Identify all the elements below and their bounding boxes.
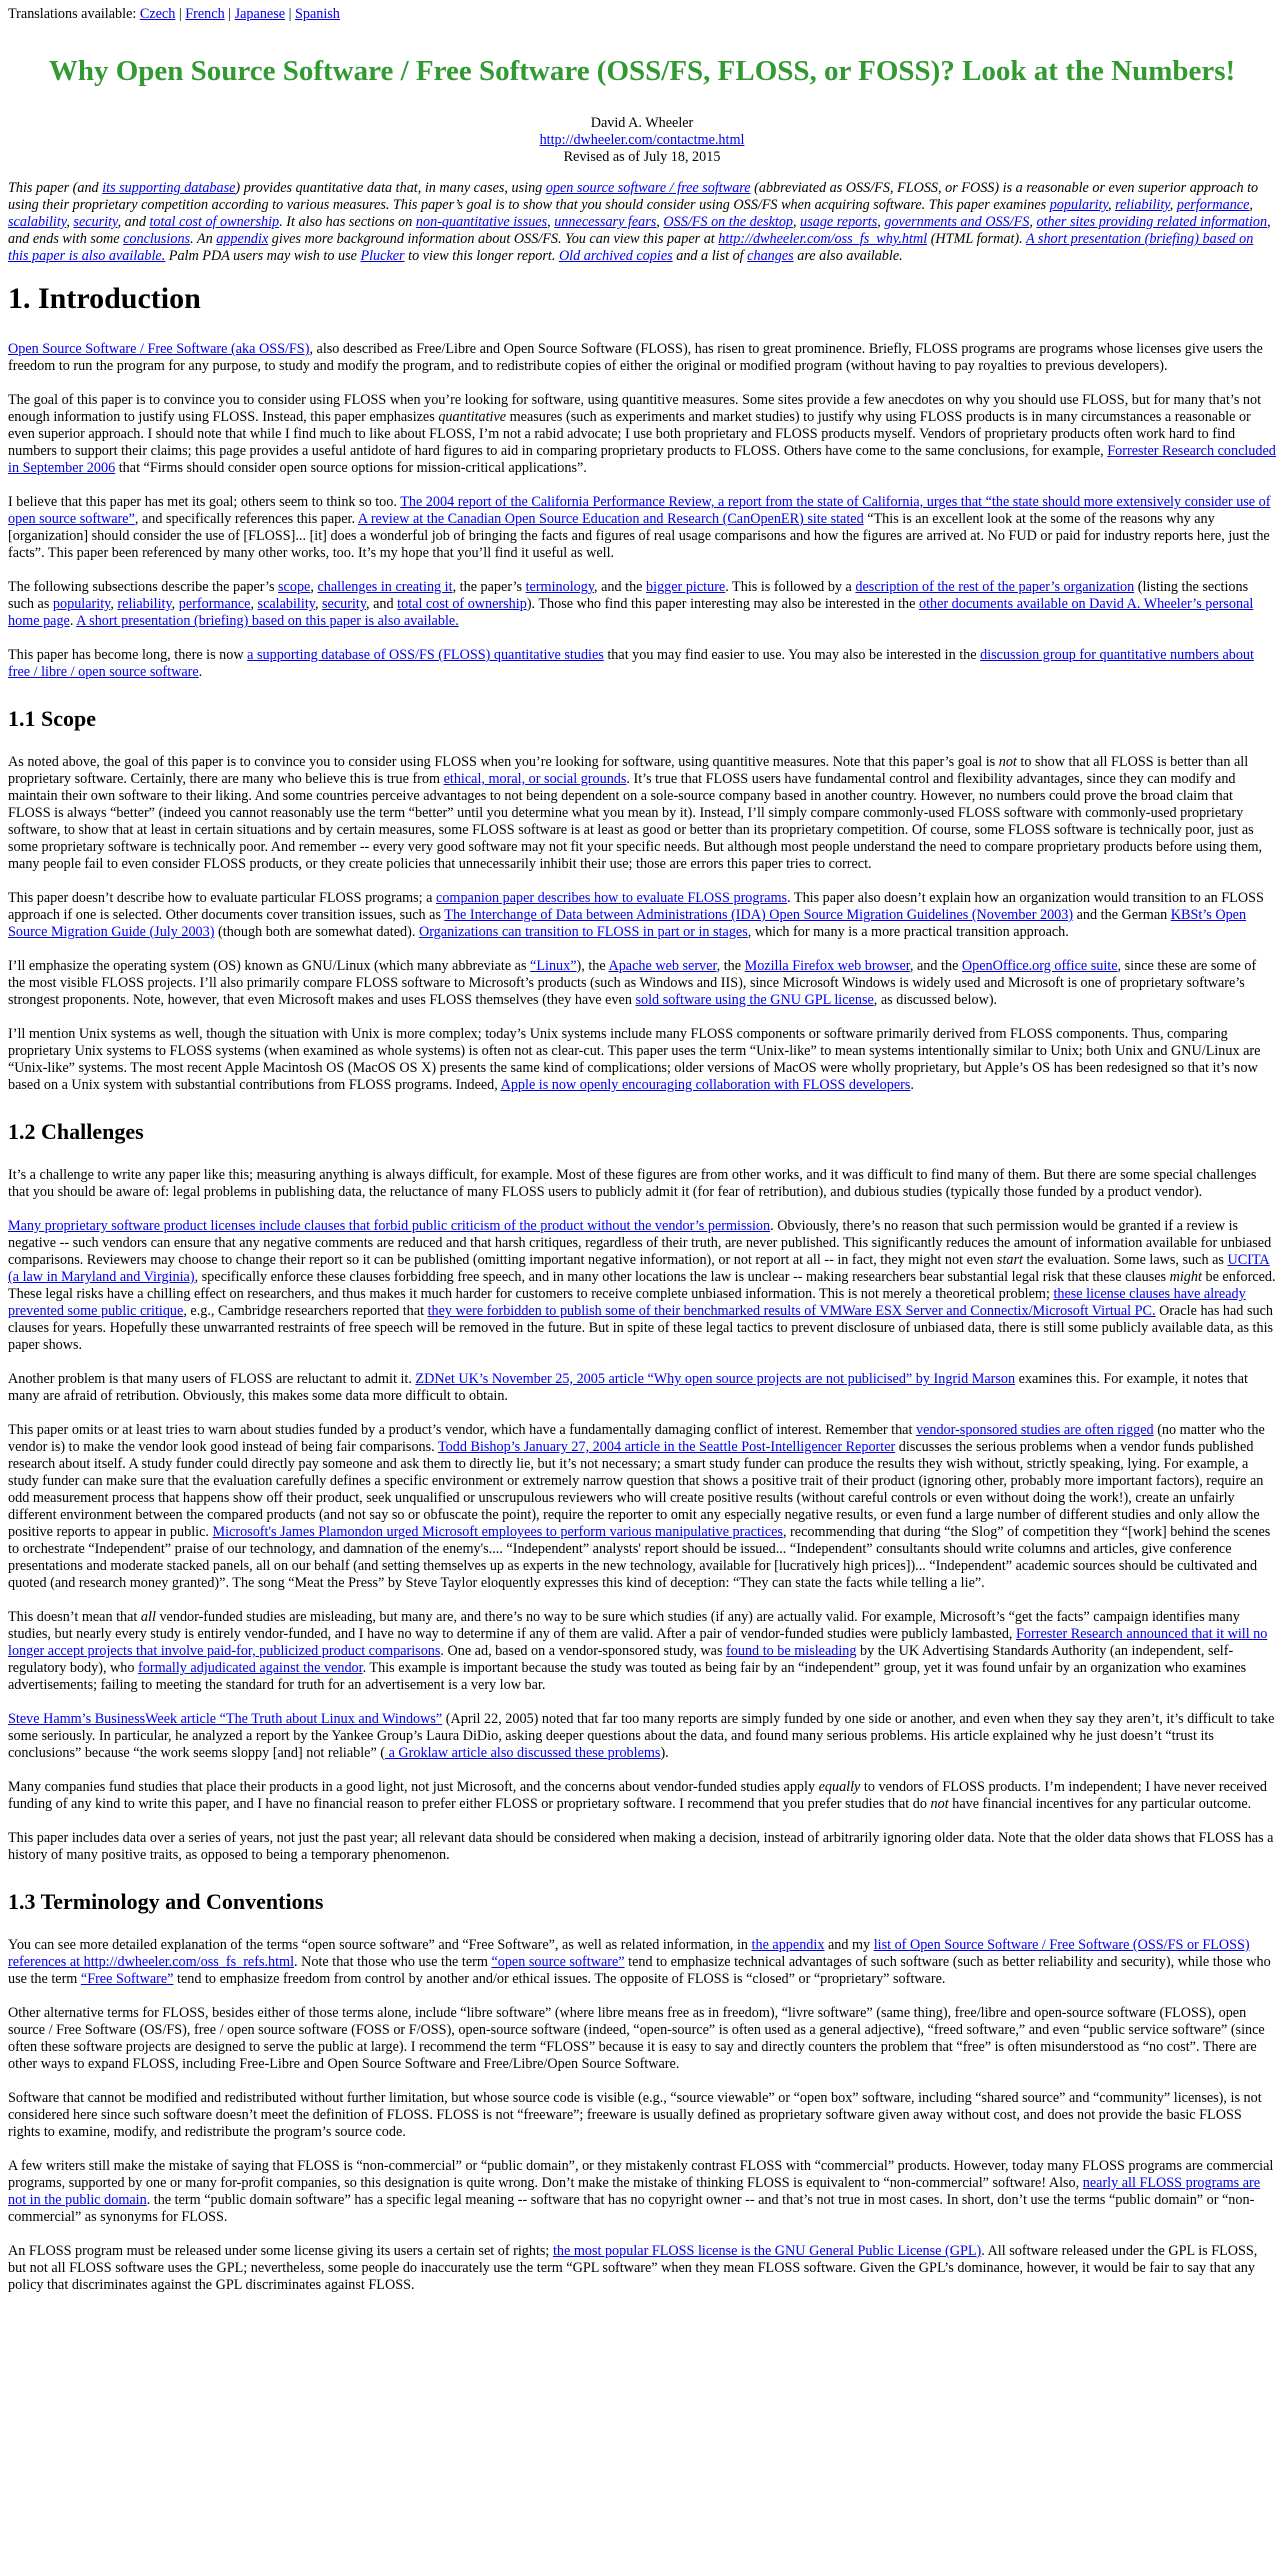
inline-link[interactable]: total cost of ownership xyxy=(149,214,280,230)
translations-prefix: Translations available: xyxy=(8,6,140,22)
inline-link[interactable]: bigger picture xyxy=(646,579,726,595)
emphasis-text: might xyxy=(1169,1269,1202,1285)
body-text: , xyxy=(1169,197,1177,213)
body-text: that “Firms should consider open source options for mission-critical applications”. xyxy=(115,460,587,476)
body-text: and my xyxy=(824,1937,874,1953)
body-text: , xyxy=(547,214,555,230)
emphasis-text: not xyxy=(998,754,1017,770)
body-text: ). xyxy=(660,1745,669,1761)
emphasis-text: all xyxy=(140,1609,156,1625)
inline-link[interactable]: “Free Software” xyxy=(80,1971,174,1987)
body-text: , and xyxy=(366,596,398,612)
inline-link[interactable]: Forrester Research announced that it will no longer accept projects that involve paid-for, publicized product comparisons xyxy=(8,1626,1268,1659)
body-text: , since these are some of the most visible FLOSS projects. I’ll also primarily compare FLOSS software to Microsoft’s products (such as Windows and IIS), since Microsoft Windows is widely used and Microsoft is one of proprietary software’s strongest proponents. Note, however, that even Microsoft makes and uses FLOSS themselves (they have even xyxy=(8,958,1257,1008)
inline-link[interactable]: OpenOffice.org office suite xyxy=(961,958,1118,974)
abstract xyxy=(8,180,1276,265)
inline-link[interactable]: the most popular FLOSS license is the GNU General Public License (GPL) xyxy=(552,2243,982,2259)
inline-link[interactable]: “open source software” xyxy=(491,1954,625,1970)
terminology-paragraph xyxy=(8,2090,1276,2141)
body-text: I believe that this paper has met its goal; others seem to think so too. xyxy=(8,494,401,510)
body-text: (April 22, 2005) noted that far too many reports are simply funded by one side or another, and even when they say they aren’t, it’s difficult to take some seriously. In particular, he analyzed a report by the Yankee Group’s Laura DiDio, asking deeper questions about the data, and found many serious problems. His article explained why he just doesn’t “trust its conclusions” because “the work seems sloppy [and] not reliable” ( xyxy=(8,1711,1275,1761)
challenges-paragraph xyxy=(8,1830,1276,1864)
body-text: (listing the sections such as xyxy=(8,579,1249,612)
body-text: This paper doesn’t describe how to evaluate particular FLOSS programs; a xyxy=(8,890,437,906)
body-text: Other alternative terms for FLOSS, besides either of those terms alone, include “libre software” (where libre means free as in freedom), “livre software” (same thing), free/libre and open-source software (FLOSS), open source / Free Software (OS/FS), free / open source software (FOSS or F/OSS), open-source software (indeed, “open-source” is often used as a general adjective), “freed software,” and even “public service software” (since often these software projects are designed to serve the public at large). I recommend the term “FLOSS” because it is easy to say and directly counters the problem that “free” is often misunderstood as “no cost”. There are other ways to expand FLOSS, including Free-Libre and Open Source Software and Free/Libre/Open Source Software. xyxy=(8,2005,1265,2072)
body-text: . Obviously, there’s no reason that such permission would be granted if a review is negative -- such vendors can ensure that any negative comments are reduced and that harsh critiques, regardless of their truth, are never published. This significantly reduces the amount of information available for unbiased comparisons. Reviewers may choose to change their report so it can be published (omitting important negative information), or not report at all -- in fact, they might not even xyxy=(8,1218,1272,1268)
body-text: This paper includes data over a series of years, not just the past year; all relevant data should be considered when making a decision, instead of arbitrarily ignoring older data. Note that the older data shows that FLOSS has a history of many positive traits, as opposed to being a temporary phenomenon. xyxy=(8,1830,1274,1863)
body-text: I’ll mention Unix systems as well, though the situation with Unix is more complex; today’s Unix systems include many FLOSS components or software primarily derived from FLOSS components. Thus, comparing proprietary Unix systems to FLOSS systems (when examined as whole systems) is often not as clear-cut. This paper uses the term “Unix-like” to mean systems intentionally similar to Unix; both Unix and GNU/Linux are “Unix-like” systems. The most recent Apple Macintosh OS (MacOS OS X) presents the same kind of complications; older versions of MacOS were wholly proprietary, but Apple’s OS has been redesigned so that it’s now based on a Unix system with substantial contributions from FLOSS programs. Indeed, xyxy=(8,1026,1261,1093)
inline-link[interactable]: unnecessary fears xyxy=(554,214,657,230)
inline-link[interactable]: Todd Bishop’s January 27, 2004 article in the Seattle Post-Intelligencer Reporter xyxy=(438,1439,896,1455)
emphasis-text: quantitative xyxy=(438,409,507,425)
body-text: , and ends with some xyxy=(8,214,1271,247)
body-text: . All software released under the GPL is FLOSS, but not all FLOSS software uses the GPL; nevertheless, some people do inaccurately use the term “GPL software” when they mean FLOSS software. Given the GPL’s dominance, however, it would be fair to say that any policy that discriminates against the GPL discriminates against FLOSS. xyxy=(8,2243,1258,2293)
inline-link[interactable]: reliability xyxy=(117,596,172,612)
intro-paragraph xyxy=(8,647,1276,681)
inline-link[interactable]: terminology xyxy=(525,579,595,595)
body-text: have financial incentives for any particular outcome. xyxy=(948,1796,1252,1812)
body-text: , the xyxy=(716,958,745,974)
body-text: to vendors of FLOSS products. I’m independent; I have never received funding of any kind to write this paper, and I have no financial reason to prefer either FLOSS or proprietary software. I recommend that you prefer studies that do xyxy=(8,1779,1267,1812)
body-text: vendor-funded studies are misleading, but many are, and there’s no way to be sure which studies (if any) are actually valid. For example, Microsoft’s “get the facts” campaign identifies many studies, but nearly every study is entirely vendor-funded, and I have no way to determine if any of them are valid. After a pair of vendor-funded studies were publicly lambasted, xyxy=(8,1609,1240,1642)
revision-date: Revised as of July 18, 2015 xyxy=(563,149,721,165)
body-text: , as discussed below). xyxy=(873,992,998,1008)
body-text: . One ad, based on a vendor-sponsored study, was xyxy=(440,1643,727,1659)
body-text: As noted above, the goal of this paper is to convince you to consider using FLOSS when you’re looking for software, using quantitive measures. Note that this paper’s goal is xyxy=(8,754,999,770)
body-text: This paper has become long, there is now xyxy=(8,647,248,663)
body-text: This doesn’t mean that xyxy=(8,1609,141,1625)
body-text: . It also has sections on xyxy=(279,214,416,230)
body-text: The following subsections describe the paper’s xyxy=(8,579,279,595)
body-text: I’ll emphasize the operating system (OS) known as GNU/Linux (which many abbreviate as xyxy=(8,958,531,974)
body-text: tend to emphasize technical advantages of such software (such as better reliability and security), while those who use the term xyxy=(8,1954,1271,1987)
body-text: to view this longer report. xyxy=(404,248,559,264)
intro-paragraph xyxy=(8,392,1276,477)
inline-link[interactable]: scalability xyxy=(257,596,315,612)
inline-link[interactable]: these license clauses have already prevented some public critique xyxy=(8,1286,1246,1319)
body-text: , xyxy=(1249,197,1253,213)
body-text: , xyxy=(877,214,885,230)
body-text: ). Those who find this paper interesting may also be interested in the xyxy=(526,596,919,612)
inline-link[interactable]: vendor-sponsored studies are often rigged xyxy=(915,1422,1154,1438)
inline-link[interactable]: list of Open Source Software / Free Software (OSS/FS or FLOSS) references at http://dwheeler.com/oss_fs_refs.html xyxy=(8,1937,1250,1970)
body-text: by the UK Advertising Standards Authority (an independent, self-regulatory body), who xyxy=(8,1643,1234,1676)
body-text: . xyxy=(198,664,203,680)
emphasis-text: start xyxy=(996,1252,1023,1268)
body-text: discusses the serious problems when a vendor funds published research about itself. A study funder could directly pay someone and ask them to directly lie, but it’s not necessary; a smart study funder can produce the results they wish without, strictly speaking, lying. For example, a study funder can make sure that the evaluation carefully defines a specific environment or extremely narrow question that shows a positive trait of their product (ignoring other, probably more important factors), require an odd measurement process that happens show off their product, seek unqualified or unscrupulous reviewers who will create positive results (without careful controls or even without doing the work!), create an unfairly different environment between the compared products (and not say so or obfuscate the point), require the reporter to omit any especially negative results, or even fund a large number of different studies and only allow the positive reports to appear in public. xyxy=(8,1439,1264,1540)
body-text: ) provides quantitative data that, in many cases, using xyxy=(235,180,546,196)
body-text: , xyxy=(110,596,118,612)
body-text: , and the xyxy=(594,579,647,595)
body-text: , the paper’s xyxy=(452,579,526,595)
body-text: , xyxy=(250,596,258,612)
inline-link[interactable]: non-quantitative issues xyxy=(415,214,548,230)
body-text: This paper (and xyxy=(8,180,103,196)
body-text: (HTML format). xyxy=(927,231,1026,247)
inline-link[interactable]: a Groklaw article also discussed these problems xyxy=(385,1745,661,1761)
inline-link[interactable]: Apple is now openly encouraging collaboration with FLOSS developers xyxy=(500,1077,911,1093)
challenges-paragraph xyxy=(8,1422,1276,1592)
body-text: (abbreviated as OSS/FS, FLOSS, or FOSS) is a reasonable or even superior approach to using their proprietary competition according to various measures. This paper’s goal is to show that you should consider using OSS/FS when acquiring software. This paper examines xyxy=(8,180,1259,213)
body-text: tend to emphasize freedom from control by another and/or ethical issues. The opposite of FLOSS is “closed” or “proprietary” software. xyxy=(173,1971,946,1987)
body-text: the evaluation. Some laws, such as xyxy=(1022,1252,1228,1268)
inline-link[interactable]: conclusions xyxy=(123,231,191,247)
body-text: It’s a challenge to write any paper like this; measuring anything is always difficult, for example. Most of these figures are from other works, and it was difficult to find many of them. But there are some special challenges that you should be aware of: legal problems in publishing data, the reluctance of many FLOSS users to publicly admit it (for fear of retribution), and dubious studies (typically those funded by a product vendor). xyxy=(8,1167,1257,1200)
inline-link[interactable]: popularity xyxy=(1049,197,1109,213)
intro-paragraph xyxy=(8,341,1276,375)
body-text: , xyxy=(1108,197,1116,213)
inline-link[interactable]: governments and OSS/FS xyxy=(884,214,1030,230)
inline-link[interactable]: Old archived copies xyxy=(558,248,673,264)
body-text: A few writers still make the mistake of saying that FLOSS is “non-commercial” or “public domain”, or they mistakenly contrast FLOSS with “commercial” products. However, today many FLOSS programs are commercial programs, supported by one or many for-profit companies, so this designation is quite wrong. Don’t make the mistake of thinking FLOSS is equivalent to “non-commercial” software! Also, xyxy=(8,2158,1274,2191)
inline-link[interactable]: A review at the Canadian Open Source Education and Research (CanOpenER) site stated xyxy=(357,511,864,527)
inline-link[interactable]: A short presentation (briefing) based on this paper is also available. xyxy=(76,613,459,629)
scope-paragraph xyxy=(8,890,1276,941)
scope-paragraph xyxy=(8,754,1276,873)
body-text: . It’s true that FLOSS users have fundamental control and flexibility advantages, since they can modify and maintain their own software to their liking. And some countries perceive advantages to not being dependent on a sole-source company based in another country. However, no numbers could prove the broad claim that FLOSS is always “better” (indeed you cannot reasonably use the term “better” until you determine what you mean by it). Instead, I’ll simply compare commonly-used FLOSS software with commonly-used proprietary software, to show that at least in certain situations and by certain measures, some FLOSS software is at least as good or better than its proprietary competition. Of course, some FLOSS software is technically poor, just as some proprietary software is technically poor. And remember -- every very good software may not fit your specific needs. But although most people understand the need to compare proprietary products before using them, many people fail to even consider FLOSS products, or they create policies that unnecessarily inhibit their use; those are errors this paper tries to correct. xyxy=(8,771,1263,872)
inline-link[interactable]: Steve Hamm’s BusinessWeek article “The Truth about Linux and Windows” xyxy=(8,1711,443,1727)
scope-paragraph xyxy=(8,958,1276,1009)
section-heading-scope: 1.1 Scope xyxy=(8,706,96,731)
inline-link[interactable]: performance xyxy=(1176,197,1250,213)
body-text: , which for many is a more practical transition approach. xyxy=(747,924,1069,940)
intro-paragraph xyxy=(8,579,1276,630)
body-text: , xyxy=(656,214,664,230)
inline-link[interactable]: its supporting database xyxy=(102,180,236,196)
author-name: David A. Wheeler xyxy=(590,115,694,131)
inline-link[interactable]: a supporting database of OSS/FS (FLOSS) quantitative studies xyxy=(247,647,604,663)
inline-link[interactable]: the appendix xyxy=(751,1937,825,1953)
intro-paragraph xyxy=(8,494,1276,562)
body-text: . the term “public domain software” has a specific legal meaning -- software that has no copyright owner -- and that’s not true in most cases. In short, don’t use the terms “public domain” or “non-commercial” as synonyms for FLOSS. xyxy=(8,2192,1255,2225)
body-text: measures (such as experiments and market studies) to justify why using FLOSS products is in many circumstances a reasonable or even superior approach. I should note that while I find much to like about FLOSS, I’m not a rabid advocate; I use both proprietary and FLOSS products myself. Vendors of proprietary products often work hard to find numbers to support their claims; this page provides a useful antidote of hard figures to aid in comparing proprietary products to FLOSS. Others have come to the same conclusions, for example, xyxy=(8,409,1251,459)
section-heading-introduction: 1. Introduction xyxy=(8,282,201,315)
inline-link[interactable]: Microsoft's James Plamondon urged Microsoft employees to perform various manipulative practices xyxy=(212,1524,783,1540)
section-heading-challenges: 1.2 Challenges xyxy=(8,1119,144,1144)
body-text: Palm PDA users may wish to use xyxy=(165,248,361,264)
challenges-paragraph xyxy=(8,1711,1276,1762)
terminology-paragraph xyxy=(8,2243,1276,2294)
inline-link[interactable]: description of the rest of the paper’s organization xyxy=(855,579,1135,595)
inline-link[interactable]: companion paper describes how to evaluate FLOSS programs xyxy=(436,890,788,906)
body-text: . Note that those who use the term xyxy=(294,1954,492,1970)
body-text: , xyxy=(66,214,74,230)
body-text: be enforced. These legal risks have a chilling effect on researchers, and thus makes it much harder for customers to receive complete unbiased information. This is not merely a theoretical problem; xyxy=(8,1269,1276,1302)
body-text: . This paper also doesn’t explain how an organization would transition to an FLOSS approach if one is selected. Other documents cover transition issues, such as xyxy=(8,890,1264,923)
inline-link[interactable]: KBSt’s Open Source Migration Guide (July 2003) xyxy=(8,907,1247,940)
body-text: , xyxy=(310,579,318,595)
terminology-paragraph xyxy=(8,2005,1276,2073)
inline-link[interactable]: The Interchange of Data between Administrations (IDA) Open Source Migration Guidelines (November 2003) xyxy=(444,907,1074,923)
body-text: You can see more detailed explanation of the terms “open source software” and “Free Software”, as well as related information, in xyxy=(8,1937,752,1953)
body-text: to show that all FLOSS is better than all proprietary software. Certainly, there are many who believe this is true from xyxy=(8,754,1249,787)
body-text: , xyxy=(793,214,801,230)
translation-link-spanish[interactable]: Spanish xyxy=(294,6,340,22)
body-text: An FLOSS program must be released under some license giving its users a certain set of rights; xyxy=(8,2243,553,2259)
scope-paragraph xyxy=(8,1026,1276,1094)
body-text: , and specifically references this paper. xyxy=(134,511,358,527)
body-text: , xyxy=(314,596,323,612)
inline-link[interactable]: Plucker xyxy=(360,248,405,264)
body-text: ), the xyxy=(576,958,609,974)
body-text: and the German xyxy=(1073,907,1171,923)
body-text: Many companies fund studies that place their products in a good light, not just Microsoft, and the concerns about vendor-funded studies apply xyxy=(8,1779,819,1795)
body-text: The goal of this paper is to convince you to consider using FLOSS when you’re looking for software, using quantitive measures. Some sites provide a few anecdotes on why you should use FLOSS, but for many that’s not enough information to justify using FLOSS. Instead, this paper emphasizes xyxy=(8,392,1262,425)
body-text: , also described as Free/Libre and Open Source Software (FLOSS), has risen to great prominence. Briefly, FLOSS programs are programs whose licenses give users the freedom to run the program for any purpose, to study and modify the program, and to redistribute copies of either the original or modified program (without having to pay royalties to previous developers). xyxy=(8,341,1263,374)
inline-link[interactable]: UCITA (a law in Maryland and Virginia) xyxy=(8,1252,1270,1285)
challenges-paragraph xyxy=(8,1609,1276,1694)
inline-link[interactable]: Apache web server xyxy=(608,958,717,974)
body-text: that you may find easier to use. You may also be interested in the xyxy=(603,647,981,663)
body-text: , specifically enforce these clauses forbidding free speech, and in many other locations the law is unclear -- making researchers bear substantial legal risk that these clauses xyxy=(194,1269,1170,1285)
inline-link[interactable]: sold software using the GNU GPL license xyxy=(635,992,874,1008)
body-text: Another problem is that many users of FLOSS are reluctant to admit it. xyxy=(8,1371,416,1387)
inline-link[interactable]: scope xyxy=(278,579,311,595)
inline-link[interactable]: usage reports xyxy=(800,214,878,230)
body-text: . This example is important because the study was touted as being fair by an “independent” group, yet it was found unfair by an organization who examines advertisements; failing to meeting the standard for truth for an advertisement is a very low bar. xyxy=(8,1660,1247,1693)
inline-link[interactable]: “Linux” xyxy=(530,958,577,974)
inline-link[interactable]: changes xyxy=(747,248,794,264)
inline-link[interactable]: Many proprietary software product licenses include clauses that forbid public criticism of the product without the vendor’s permission xyxy=(8,1218,771,1234)
body-text: This paper omits or at least tries to warn about studies funded by a product’s vendor, which have a fundamentally damaging conflict of interest. Remember that xyxy=(8,1422,916,1438)
inline-link[interactable]: Forrester Research concluded in September 2006 xyxy=(8,443,1276,476)
inline-link[interactable]: A short presentation (briefing) based on this paper is also available. xyxy=(8,231,1254,264)
body-text: . An xyxy=(190,231,217,247)
inline-link[interactable]: security xyxy=(73,214,118,230)
inline-link[interactable]: popularity xyxy=(52,596,111,612)
body-text: . xyxy=(910,1077,914,1093)
page-title: Why Open Source Software / Free Software (OSS/FS, FLOSS, or FOSS)? Look at the Numbers! xyxy=(48,55,1236,87)
inline-link[interactable]: challenges in creating it xyxy=(317,579,453,595)
inline-link[interactable]: scalability xyxy=(8,214,67,230)
challenges-paragraph xyxy=(8,1779,1276,1813)
section-heading-terminology: 1.3 Terminology and Conventions xyxy=(8,1889,324,1914)
inline-link[interactable]: ZDNet UK’s November 25, 2005 article “Why open source projects are not publicised” by Ingrid Marson xyxy=(415,1371,1016,1387)
author-block xyxy=(8,115,1276,166)
inline-link[interactable]: formally adjudicated against the vendor xyxy=(138,1660,363,1676)
inline-link[interactable]: open source software / free software xyxy=(545,180,751,196)
inline-link[interactable]: total cost of ownership xyxy=(397,596,527,612)
inline-link[interactable]: ethical, moral, or social grounds xyxy=(443,771,627,787)
challenges-paragraph xyxy=(8,1167,1276,1201)
emphasis-text: equally xyxy=(818,1779,861,1795)
challenges-paragraph xyxy=(8,1371,1276,1405)
author-contact-link[interactable]: http://dwheeler.com/contactme.html xyxy=(539,132,745,148)
inline-link[interactable]: found to be misleading xyxy=(726,1643,857,1659)
translation-link-japanese[interactable]: Japanese xyxy=(234,6,286,22)
inline-link[interactable]: they were forbidden to publish some of their benchmarked results of VMWare ESX Server and Connectix/Microsoft Virtual PC. xyxy=(427,1303,1156,1319)
emphasis-text: not xyxy=(930,1796,949,1812)
body-text: , xyxy=(171,596,179,612)
inline-link[interactable]: The 2004 report of the California Performance Review, a report from the state of California, urges that “the state should more extensively consider use of open source software” xyxy=(8,494,1271,527)
body-text: , e.g., Cambridge researchers reported that xyxy=(183,1303,428,1319)
inline-link[interactable]: nearly all FLOSS programs are not in the public domain xyxy=(8,2175,1261,2208)
inline-link[interactable]: performance xyxy=(178,596,251,612)
body-text: , and xyxy=(117,214,150,230)
inline-link[interactable]: reliability xyxy=(1115,197,1170,213)
translation-link-french[interactable]: French xyxy=(185,6,225,22)
translations-bar: Translations available: Czech | French | Japanese | Spanish xyxy=(8,6,340,22)
terminology-paragraph xyxy=(8,2158,1276,2226)
inline-link[interactable]: appendix xyxy=(216,231,269,247)
inline-link[interactable]: other sites providing related information xyxy=(1036,214,1268,230)
body-text: , and the xyxy=(909,958,962,974)
body-text: (though both are somewhat dated). xyxy=(214,924,419,940)
inline-link[interactable]: OSS/FS on the desktop xyxy=(663,214,794,230)
body-text: . This is followed by a xyxy=(725,579,856,595)
translation-link-czech[interactable]: Czech xyxy=(139,6,176,22)
body-text: Software that cannot be modified and redistributed without further limitation, but whose source code is visible (e.g., “source viewable” or “open box” software, including “shared source” and “community” licenses), is not considered here since such software doesn’t meet the definition of FLOSS. FLOSS is not “freeware”; freeware is usually defined as proprietary software given away without cost, and does not provide the basic FLOSS rights to examine, modify, and redistribute the program’s source code. xyxy=(8,2090,1262,2140)
terminology-paragraph xyxy=(8,1937,1276,1988)
challenges-paragraph xyxy=(8,1218,1276,1354)
inline-link[interactable]: http://dwheeler.com/oss_fs_why.html xyxy=(718,231,928,247)
body-text: , xyxy=(1029,214,1037,230)
inline-link[interactable]: security xyxy=(322,596,367,612)
inline-link[interactable]: Open Source Software / Free Software (aka OSS/FS) xyxy=(8,341,310,357)
inline-link[interactable]: other documents available on David A. Wheeler’s personal home page xyxy=(8,596,1254,629)
body-text: , recommending that during “the Slog” of competition they “[work] behind the scenes to orchestrate “Independent” praise of our technology, and damnation of the enemy's.... “Independent” analysts' report should be issued... “Independent” consultants should write columns and articles, give conference presentations and moderate stacked panels, all on our behalf (and setting themselves up as experts in the new technology, available for [lucratively high prices])... “Independent” academic sources should be cultivated and quoted (and research money granted)”. The song “Meat the Press” by Steve Taylor eloquently expresses this kind of deception: “They can state the facts while telling a lie”. xyxy=(8,1524,1271,1591)
inline-link[interactable]: Mozilla Firefox web browser xyxy=(744,958,910,974)
body-text: . xyxy=(69,613,77,629)
body-text: (no matter who the vendor is) to make the vendor look good instead of being fair comparisons. xyxy=(8,1422,1265,1455)
inline-link[interactable]: discussion group for quantitative numbers about free / libre / open source software xyxy=(8,647,1254,680)
body-text: “This is an excellent look at the some of the reasons why any [organization] should consider the use of [FLOSS]... [it] does a wonderful job of bringing the facts and figures of real usage comparisons and how the figures are arrived at. No FUD or paid for industry reports here, just the facts”. This paper been referenced by many other works, too. It’s my hope that you’ll find it useful as well. xyxy=(8,511,1270,561)
inline-link[interactable]: Organizations can transition to FLOSS in part or in stages xyxy=(418,924,748,940)
body-text: and a list of xyxy=(672,248,748,264)
body-text: gives more background information about OSS/FS. You can view this paper at xyxy=(268,231,719,247)
body-text: Oracle has had such clauses for years. Hopefully these unwarranted restraints of free speech will be removed in the future. But in spite of these legal tactics to prevent disclosure of unbiased data, there is still some publicly available data, as this paper shows. xyxy=(8,1303,1274,1353)
body-text: examines this. For example, it notes that many are afraid of retribution. Obviously, this makes some data more difficult to obtain. xyxy=(8,1371,1248,1404)
body-text: are also available. xyxy=(793,248,903,264)
